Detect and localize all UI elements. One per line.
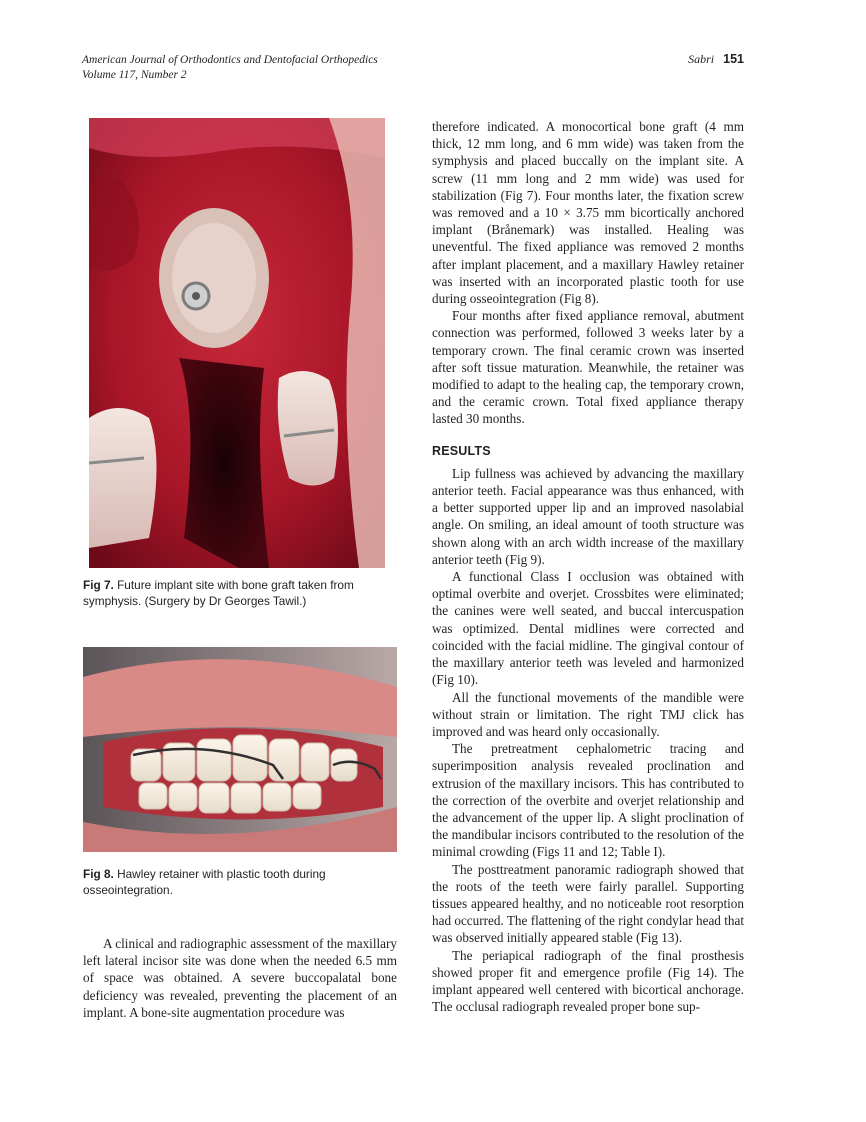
intro-paragraph-1: therefore indicated. A monocortical bone graft (4 mm thick, 12 mm long, and 6 mm wide) was taken from the symphysis and placed buccally on the implant site. A screw (11 mm long and 2 mm wide) was used for stabilization (Fig 7). Four months later, the fixation screw was removed and a 10 × 3.75 mm bicortically anchored implant (Brånemark) was installed. Healing was uneventful. The fixed appliance was removed 2 months after implant placement, and a maxillary Hawley retainer was inserted with an incorporated plastic tooth for use during osseointegration (Fig 8).: [432, 119, 744, 307]
figure-7-label: Fig 7.: [83, 578, 114, 592]
journal-volume: Volume 117, Number 2: [82, 69, 187, 81]
intro-paragraph-2: Four months after fixed appliance removal, abutment connection was performed, followed 3 weeks later by a temporary crown. The final ceramic crown was inserted after soft tissue maturation. Meanwhile, the retainer was modified to adapt to the healing cap, the temporary crown, and the ceramic crown. Total fixed appliance therapy lasted 30 months.: [432, 308, 744, 427]
running-header-page: [688, 52, 744, 67]
figure-7-caption-text: Future implant site with bone graft taken from symphysis. (Surgery by Dr Georges Tawil.): [83, 578, 354, 608]
left-paragraph-1: A clinical and radiographic assessment of the maxillary left lateral incisor site was done when the needed 6.5 mm of space was obtained. A severe buccopalatal bone deficiency was revealed, preventing the placement of an implant. A bone-site augmentation procedure was: [83, 936, 397, 1020]
right-column: [432, 118, 744, 1015]
figure-8-label: Fig 8.: [83, 867, 114, 881]
page-number: 151: [723, 52, 744, 66]
results-paragraph-2: A functional Class I occlusion was obtained with optimal overbite and overjet. Crossbites were eliminated; the canines were well seated, and buccal intercuspation was optimized. Dental midlines were corrected and coincided with the facial midline. The gingival contour of the maxillary anterior teeth was leveled and harmonized (Fig 10).: [432, 569, 744, 688]
figure-7-caption: [83, 577, 403, 609]
results-paragraph-1: Lip fullness was achieved by advancing the maxillary anterior teeth. Facial appearance was thus enhanced, with a better supported upper lip and an improved nasolabial angle. On smiling, an ideal amount of tooth structure was shown along with an arch width increase of the maxillary anterior teeth (Fig 9).: [432, 465, 744, 567]
results-paragraph-4: The pretreatment cephalometric tracing and superimposition analysis revealed proclination and extrusion of the maxillary incisors. This has contributed to the correction of the overbite and overjet relationship and the advancement of the upper lip. A slight proclination of the mandibular incisors contributed to the resolution of the minimal crowding (Figs 11 and 12; Table I).: [432, 741, 744, 860]
results-paragraph-5: The posttreatment panoramic radiograph showed that the roots of the teeth were fairly parallel. Supporting tissues appeared healthy, and no noticeable root resorption had occurred. The flattening of the right condylar head that was observed initially appeared stable (Fig 13).: [432, 861, 744, 946]
figure-8-photo: [83, 647, 397, 852]
results-heading: RESULTS: [432, 443, 491, 458]
results-paragraph-3: All the functional movements of the mandible were without strain or limitation. The right TMJ click has improved and was heard only occasionally.: [432, 689, 744, 739]
figure-8-caption-text: Hawley retainer with plastic tooth during osseointegration.: [83, 867, 326, 897]
results-paragraph-6: The periapical radiograph of the final prosthesis showed proper fit and emergence profile (Fig 14). The implant appeared well centered with bicortical anchorage. The occlusal radiograph revealed proper bone sup-: [432, 947, 744, 1015]
running-header-journal: [82, 53, 378, 83]
figure-8-caption: [83, 866, 403, 898]
journal-title: American Journal of Orthodontics and Dentofacial Orthopedics: [82, 54, 378, 66]
running-author: Sabri: [688, 52, 715, 66]
figure-7-photo: [89, 118, 385, 568]
left-column: [83, 935, 397, 1021]
